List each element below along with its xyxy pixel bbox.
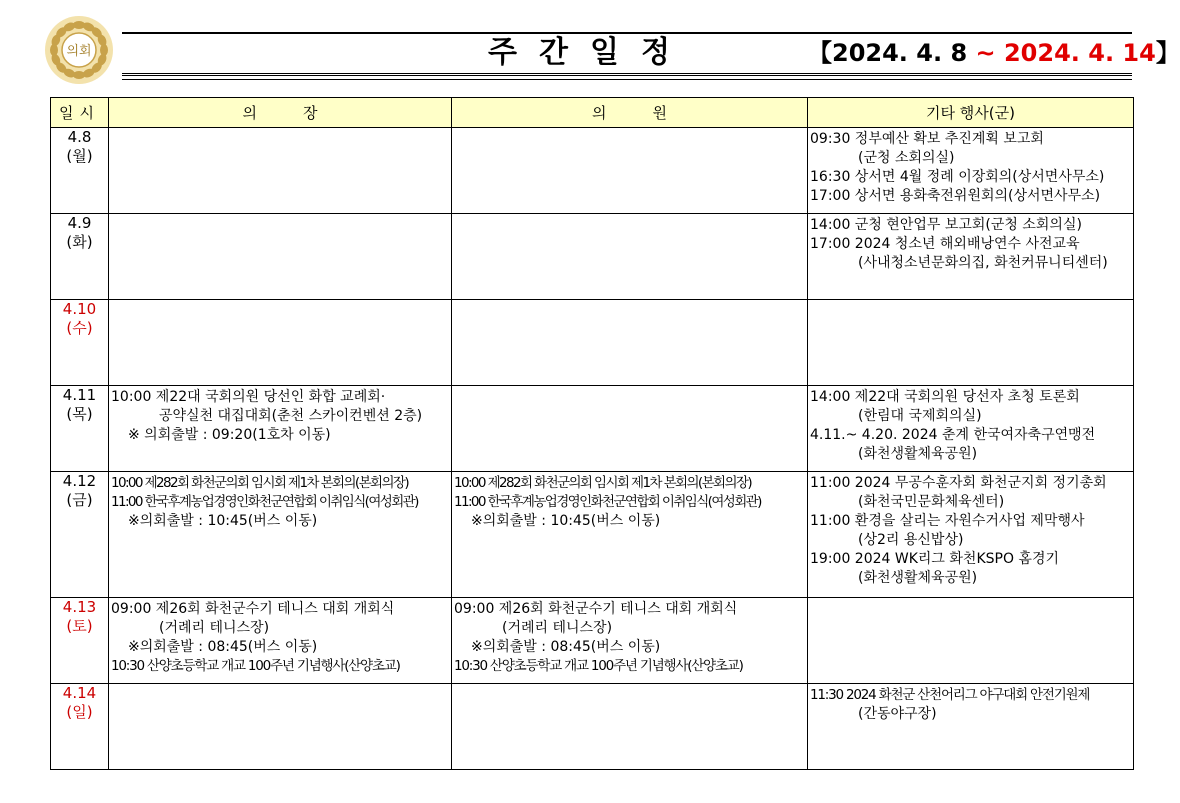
schedule-line: 10:30 산양초등학교 개교 100주년 기념행사(산양초교) <box>454 658 743 674</box>
schedule-line: (한림대 국제회의실) <box>858 408 982 424</box>
header-other: 기타 행사(군) <box>808 98 1134 128</box>
weekly-schedule-table <box>50 97 1134 770</box>
chair-schedule-cell <box>109 300 452 386</box>
table-row <box>51 598 1134 684</box>
date-label: 4.14 <box>62 684 97 702</box>
schedule-line: ※의회출발 : 08:45(버스 이동) <box>128 639 318 655</box>
schedule-line: 11:00 한국후계농업경영인화천군연합회 이취임식(여성회관) <box>111 494 418 510</box>
date-label: 4.10 <box>62 300 97 318</box>
schedule-line: 11:00 환경을 살리는 자원수거사업 제막행사 <box>810 513 1085 529</box>
schedule-line: 14:00 군청 현안업무 보고회(군청 소회의실) <box>810 217 1082 233</box>
schedule-line: 09:00 제26회 화천군수기 테니스 대회 개회식 <box>111 601 395 617</box>
schedule-line: (사내청소년문화의집, 화천커뮤니티센터) <box>858 255 1108 271</box>
header-members-b: 원 <box>652 104 667 122</box>
chair-schedule-cell <box>109 472 452 598</box>
schedule-line: 11:00 한국후계농업경영인화천군연합회 이취임식(여성회관) <box>454 494 761 510</box>
schedule-entries <box>452 300 807 302</box>
weekday-label: (금) <box>66 491 93 509</box>
weekday-label: (목) <box>66 405 93 423</box>
schedule-line: 16:30 상서면 4월 정례 이장회의(상서면사무소) <box>810 169 1105 185</box>
schedule-line: (거례리 테니스장) <box>502 620 613 636</box>
members-schedule-cell <box>452 472 808 598</box>
schedule-entries <box>452 128 807 130</box>
schedule-line: ※의회출발 : 10:45(버스 이동) <box>128 513 318 529</box>
weekday-label: (일) <box>66 703 93 721</box>
chair-schedule-cell <box>109 684 452 770</box>
title-rule-bottom <box>122 73 1132 80</box>
table-header-row <box>51 98 1134 128</box>
header-members <box>452 98 808 128</box>
schedule-line: 10:00 제282회 화천군의회 임시회 제1차 본회의(본회의장) <box>111 475 409 491</box>
date-cell <box>51 300 109 386</box>
schedule-line: 17:00 상서면 용화축전위원회의(상서면사무소) <box>810 188 1101 204</box>
schedule-entries <box>808 472 1133 588</box>
schedule-entries <box>109 300 451 302</box>
schedule-entries <box>808 684 1133 724</box>
period-end: 2024. 4. 14 <box>1003 39 1156 67</box>
schedule-entries <box>109 598 451 676</box>
chair-schedule-cell <box>109 386 452 472</box>
period-start: 【2024. 4. 8 <box>808 39 968 67</box>
weekday-label: (수) <box>66 319 93 337</box>
chair-schedule-cell <box>109 214 452 300</box>
table-row <box>51 128 1134 214</box>
members-schedule-cell <box>452 386 808 472</box>
schedule-line: ※의회출발 : 08:45(버스 이동) <box>471 639 661 655</box>
header-chair-a: 의 <box>242 104 257 122</box>
other-events-cell <box>808 684 1134 770</box>
date-label: 4.11 <box>62 386 97 404</box>
members-schedule-cell <box>452 214 808 300</box>
schedule-entries <box>452 472 807 531</box>
date-label: 4.13 <box>62 598 97 616</box>
schedule-entries <box>452 598 807 676</box>
date-label: 4.8 <box>67 128 92 146</box>
table-row <box>51 684 1134 770</box>
members-schedule-cell <box>452 128 808 214</box>
date-cell <box>51 128 109 214</box>
schedule-line: 09:30 정부예산 확보 추진계획 보고회 <box>810 131 1044 147</box>
schedule-entries <box>452 684 807 686</box>
table-row <box>51 300 1134 386</box>
table-row <box>51 386 1134 472</box>
schedule-line: (상2리 용신밥상) <box>858 532 964 548</box>
table-row <box>51 472 1134 598</box>
other-events-cell <box>808 214 1134 300</box>
schedule-entries <box>109 214 451 216</box>
schedule-line: 14:00 제22대 국회의원 당선자 초청 토론회 <box>810 389 1080 405</box>
chair-schedule-cell <box>109 128 452 214</box>
date-label: 4.9 <box>67 214 92 232</box>
schedule-line: (거례리 테니스장) <box>159 620 270 636</box>
date-cell <box>51 684 109 770</box>
schedule-line: ※의회출발 : 10:45(버스 이동) <box>471 513 661 529</box>
page-title: 주간일정 <box>488 35 692 70</box>
chair-schedule-cell <box>109 598 452 684</box>
seal-text: 의회 <box>66 44 92 59</box>
schedule-entries <box>109 128 451 130</box>
schedule-line: 11:30 2024 화천군 산천어리그 야구대회 안전기원제 <box>810 687 1090 703</box>
schedule-line: (군청 소회의실) <box>858 150 955 166</box>
schedule-line: 10:00 제282회 화천군의회 임시회 제1차 본회의(본회의장) <box>454 475 752 491</box>
period-range <box>808 36 1180 70</box>
period-sep: ~ <box>967 39 1004 67</box>
other-events-cell <box>808 386 1134 472</box>
schedule-entries <box>452 214 807 216</box>
other-events-cell <box>808 300 1134 386</box>
schedule-line: 10:30 산양초등학교 개교 100주년 기념행사(산양초교) <box>111 658 400 674</box>
header-chair <box>109 98 452 128</box>
header-chair-b: 장 <box>303 104 318 122</box>
weekday-label: (토) <box>66 617 93 635</box>
date-cell <box>51 598 109 684</box>
table-row <box>51 214 1134 300</box>
schedule-line: 10:00 제22대 국회의원 당선인 화합 교례회· <box>111 389 386 405</box>
schedule-line: (간동야구장) <box>858 706 937 722</box>
date-label: 4.12 <box>62 472 97 490</box>
schedule-line: ※ 의회출발 : 09:20(1호차 이동) <box>128 427 331 443</box>
header-date: 일시 <box>51 98 109 128</box>
weekday-label: (화) <box>66 233 93 251</box>
council-seal-icon <box>40 14 118 86</box>
members-schedule-cell <box>452 598 808 684</box>
other-events-cell <box>808 128 1134 214</box>
schedule-line: 11:00 2024 무공수훈자회 화천군지회 정기총회 <box>810 475 1107 491</box>
header-members-a: 의 <box>592 104 607 122</box>
schedule-line: (화천생활체육공원) <box>858 446 978 462</box>
period-close: 】 <box>1155 39 1180 67</box>
date-cell <box>51 386 109 472</box>
schedule-entries <box>109 684 451 686</box>
weekday-label: (월) <box>66 147 93 165</box>
other-events-cell <box>808 598 1134 684</box>
schedule-line: 공약실천 대집대회(춘천 스카이컨벤션 2층) <box>159 408 423 424</box>
schedule-entries <box>452 386 807 388</box>
schedule-entries <box>808 300 1133 302</box>
members-schedule-cell <box>452 684 808 770</box>
schedule-entries <box>808 214 1133 273</box>
schedule-entries <box>109 472 451 531</box>
schedule-entries <box>808 128 1133 206</box>
schedule-entries <box>808 386 1133 464</box>
schedule-entries <box>808 598 1133 600</box>
date-cell <box>51 472 109 598</box>
schedule-line: (화천국민문화체육센터) <box>858 494 1005 510</box>
schedule-line: 17:00 2024 청소년 해외배낭연수 사전교육 <box>810 236 1080 252</box>
schedule-line: 09:00 제26회 화천군수기 테니스 대회 개회식 <box>454 601 738 617</box>
schedule-line: (화천생활체육공원) <box>858 570 978 586</box>
members-schedule-cell <box>452 300 808 386</box>
other-events-cell <box>808 472 1134 598</box>
schedule-entries <box>109 386 451 445</box>
schedule-line: 19:00 2024 WK리그 화천KSPO 홈경기 <box>810 551 1059 567</box>
schedule-line: 4.11.~ 4.20. 2024 춘계 한국여자축구연맹전 <box>810 427 1096 443</box>
date-cell <box>51 214 109 300</box>
